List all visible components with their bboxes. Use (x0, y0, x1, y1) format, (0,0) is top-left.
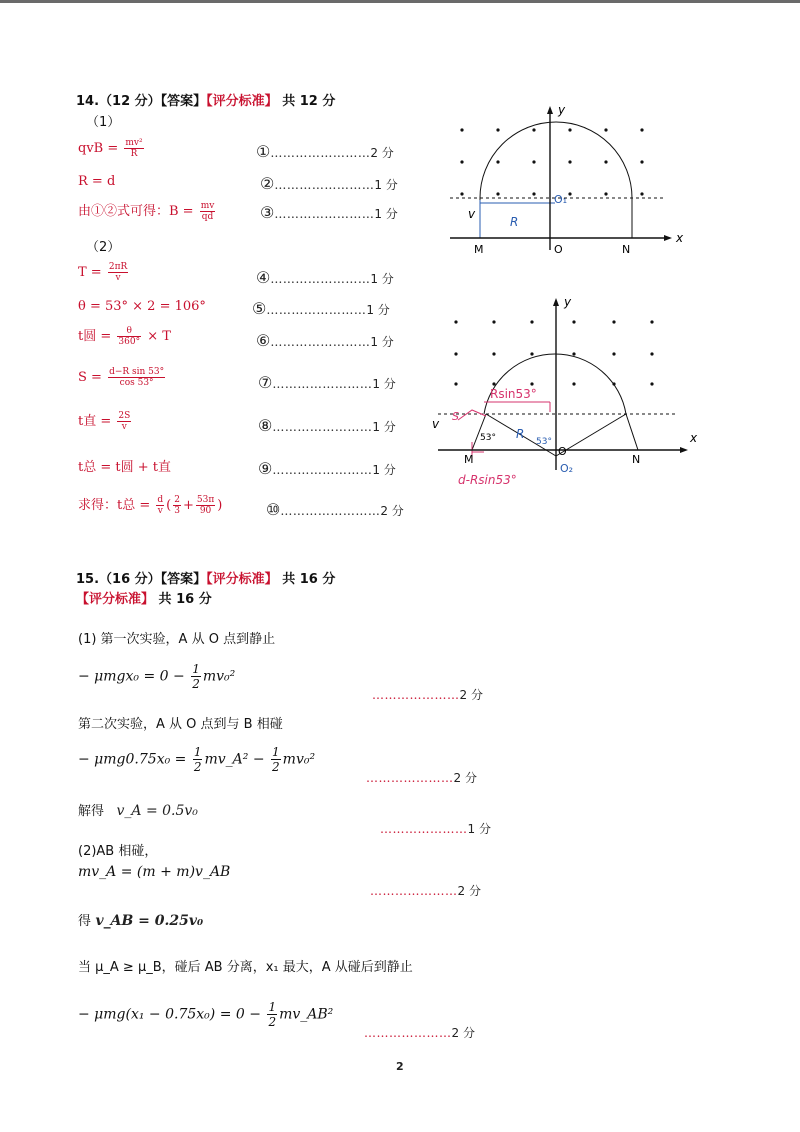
q14-eq4-lhs: T = (78, 265, 102, 280)
q14-eq6-lhs: t圆 = (78, 329, 112, 344)
figure-1 (440, 100, 690, 260)
q15-sub-total: 共 16 分 (158, 592, 212, 607)
q15-eq2-den-a: 2 (193, 760, 202, 774)
q15-eq1-num: 1 (192, 662, 200, 676)
score-dots: …………………… (280, 504, 381, 518)
q15-eq4-num: 1 (268, 1000, 277, 1014)
score-dots: …………………… (270, 146, 371, 160)
s-label: S (452, 410, 459, 423)
point-M: M (464, 453, 474, 466)
radius-label: R (516, 427, 525, 441)
q14-score-9 (258, 459, 396, 478)
y-axis-arrow-icon (547, 106, 553, 114)
q15-part2: 第二次实验，A 从 O 点到与 B 相碰 (78, 717, 283, 732)
score-points: 1 分 (374, 207, 398, 221)
q15-solve-eq: v_A = 0.5v₀ (116, 803, 198, 819)
q15-eq2-num-b: 1 (272, 745, 280, 759)
q14-score-3 (260, 203, 398, 222)
score-points: 1 分 (372, 377, 396, 391)
q15-eq2-rhs: mv₀² (282, 751, 316, 768)
radius-label: R (510, 215, 519, 229)
q15-eq4 (78, 1000, 333, 1029)
q14-eq5: θ = 53° × 2 = 106° (78, 299, 206, 314)
velocity-label: v (468, 207, 476, 221)
q15-number: 15.（16 分） (76, 572, 161, 587)
q14-eq10-plus: + (182, 498, 194, 513)
score-points: 1 分 (370, 335, 394, 349)
x-label: x (690, 431, 698, 445)
point-M: M (474, 243, 484, 256)
score-dots: …………………… (270, 335, 371, 349)
angle-left-label: 53° (480, 433, 496, 443)
q15-condition: 当 μ_A ≥ μ_B，碰后 AB 分离，x₁ 最大，A 从碰后到静止 (78, 960, 413, 975)
q14-part1-label: （1） (86, 115, 121, 130)
q14-eq1-num: mv² (125, 138, 143, 148)
score-mark: ③ (260, 203, 275, 222)
q14-eq4-den: v (115, 273, 121, 283)
s-bracket (458, 410, 486, 420)
score-points: 2 分 (380, 504, 404, 518)
q14-score-5 (252, 299, 390, 318)
q14-eq3 (78, 200, 217, 222)
figure-2 (428, 292, 708, 492)
q14-eq10: 求得：t总 = $\frac{d}{v}$ ( $\frac{2}{3}$ + $\frac{53\pi}{90}$ ) (78, 495, 223, 516)
score-dots: …………………… (270, 272, 371, 286)
point-N: N (632, 453, 641, 466)
point-O1: O₁ (554, 193, 568, 206)
point-O: O (554, 243, 563, 256)
q15-eq4-lhs: − μmg(x₁ − 0.75x₀) = 0 − (78, 1006, 261, 1023)
score-points: 1 分 (370, 272, 394, 286)
q15-eq1-lhs: − μmgx₀ = 0 − (78, 668, 185, 685)
q15-eq1-den: 2 (192, 677, 200, 691)
q14-eq8 (78, 410, 133, 432)
q15-header (76, 568, 335, 587)
score-mark: ⑩ (266, 500, 281, 519)
q14-eq7-lhs: S = (78, 370, 102, 385)
score-dots: …………………… (274, 178, 375, 192)
q15-eq2-num-a: 1 (193, 745, 202, 759)
q15-sub-criteria: 【评分标准】 (76, 592, 155, 607)
q14-header (76, 90, 335, 109)
q15-get (78, 910, 203, 929)
q14-answer-tag: 【答案】 (160, 94, 207, 109)
score-dots: ………………… (370, 884, 458, 898)
q14-score-1 (256, 142, 394, 161)
q15-get-label: 得 (78, 914, 92, 929)
q14-score-2 (260, 174, 398, 193)
score-mark: ⑨ (258, 459, 273, 478)
q14-eq1-lhs: qvB = (78, 141, 119, 156)
q14-score-8 (258, 416, 396, 435)
q15-eq4-rhs: mv_AB² (279, 1006, 334, 1023)
q14-eq4 (78, 262, 130, 283)
q14-eq8-lhs: t直 = (78, 414, 112, 429)
score-points: 1 分 (372, 420, 396, 434)
q14-eq10-b-den: 90 (199, 506, 212, 516)
q15-eq1 (78, 662, 235, 691)
q15-solve (78, 800, 198, 819)
score-points: 2 分 (453, 771, 477, 785)
q14-eq6-num: θ (117, 326, 141, 337)
q14-eq10-b-num: 53π (196, 495, 215, 505)
rsin-label: Rsin53° (490, 387, 537, 401)
q15-eq4-den: 2 (268, 1015, 277, 1029)
q14-eq1 (78, 138, 146, 159)
q14-eq10-den: v (157, 506, 163, 516)
angle-right-label: 53° (536, 437, 552, 447)
d-rsin-label: d-Rsin53° (458, 473, 517, 487)
q14-eq9: t总 = t圆 + t直 (78, 460, 171, 475)
q14-eq2: R = d (78, 174, 116, 189)
q14-eq6-den: 360° (118, 337, 141, 347)
score-mark: ⑧ (258, 416, 273, 435)
q15-eq2 (78, 745, 315, 774)
top-border (0, 0, 800, 3)
q15-solve-label: 解得 (78, 804, 105, 819)
q15-total: 共 16 分 (282, 572, 336, 587)
q15-score-1 (372, 684, 483, 703)
y-label: y (564, 295, 572, 309)
q15-eq1-rhs: mv₀² (202, 668, 236, 685)
page-number: 2 (396, 1060, 404, 1073)
y-label: y (558, 103, 566, 117)
score-dots: …………………… (274, 207, 375, 221)
q14-eq8-den: v (121, 422, 127, 432)
q14-eq10-a-den: 3 (174, 506, 180, 516)
score-points: 1 分 (374, 178, 398, 192)
q15-score-4 (370, 880, 481, 899)
score-mark: ⑦ (258, 373, 273, 392)
trajectory-arc (480, 122, 632, 238)
q15-score-3 (380, 818, 491, 837)
q14-eq1-den: R (130, 149, 138, 159)
q15-get-eq: v_AB = 0.25v₀ (95, 913, 204, 929)
q14-score-4 (256, 268, 394, 287)
score-dots: …………………… (272, 463, 373, 477)
score-points: 2 分 (370, 146, 394, 160)
q14-eq4-num: 2πR (108, 262, 128, 272)
point-O: O (558, 445, 567, 458)
score-mark: ⑥ (256, 331, 271, 350)
q14-score-7 (258, 373, 396, 392)
q15-subheader (76, 588, 212, 607)
q15-part1: (1) 第一次实验，A 从 O 点到静止 (78, 632, 276, 647)
q14-eq7-den: cos 53° (119, 378, 154, 388)
q14-eq10-num: d (157, 495, 164, 505)
q15-eq2-den-b: 2 (272, 760, 280, 774)
q15-eq2-mid: mv_A² − (204, 751, 265, 768)
score-dots: …………………… (266, 303, 367, 317)
score-points: 2 分 (451, 1026, 475, 1040)
x-label: x (676, 231, 684, 245)
field-dots (454, 320, 653, 385)
field-dots (460, 128, 643, 195)
q14-number: 14.（12 分） (76, 94, 161, 109)
score-points: 2 分 (457, 884, 481, 898)
q14-eq3-den: qd (201, 212, 214, 222)
q15-score-2 (366, 767, 477, 786)
q14-part2-label: （2） (86, 240, 121, 255)
score-points: 1 分 (366, 303, 390, 317)
score-dots: ………………… (366, 771, 454, 785)
straight-path-left (472, 414, 486, 450)
score-dots: ………………… (380, 822, 468, 836)
x-axis-arrow-icon (680, 447, 688, 453)
q14-criteria-tag: 【评分标准】 (206, 94, 278, 109)
q14-score-6 (256, 331, 394, 350)
q14-eq3-num: mv (200, 201, 215, 211)
score-dots: …………………… (272, 377, 373, 391)
y-axis-arrow-icon (553, 298, 559, 306)
point-O2: O₂ (560, 462, 574, 475)
q15-eq2-lhs: − μmg0.75x₀ = (78, 751, 187, 768)
velocity-label: v (432, 417, 440, 431)
q15-eq3: mv_A = (m + m)v_AB (78, 864, 231, 880)
q14-eq3-prefix: 由①②式可得：B = (78, 204, 194, 219)
trajectory-arc (484, 354, 626, 414)
score-points: 1 分 (372, 463, 396, 477)
score-mark: ⑤ (252, 299, 267, 318)
q14-total: 共 12 分 (282, 94, 336, 109)
q14-eq6-rhs: × T (147, 329, 171, 344)
q14-eq10-a-num: 2 (174, 495, 180, 505)
score-dots: ………………… (372, 688, 460, 702)
score-points: 1 分 (467, 822, 491, 836)
q14-eq8-num: 2S (118, 411, 131, 421)
score-mark: ② (260, 174, 275, 193)
q14-score-10 (266, 500, 404, 519)
point-N: N (622, 243, 631, 256)
straight-path-right (626, 414, 638, 450)
q15-answer-tag: 【答案】 (160, 572, 207, 587)
score-points: 2 分 (459, 688, 483, 702)
q14-eq7-num: d−R sin 53° (109, 367, 165, 377)
score-mark: ① (256, 142, 271, 161)
q15-criteria-tag: 【评分标准】 (206, 572, 278, 587)
q14-eq6 (78, 325, 171, 347)
q14-eq7 (78, 367, 167, 388)
x-axis-arrow-icon (664, 235, 672, 241)
q15-part3: (2)AB 相碰， (78, 844, 158, 859)
score-dots: …………………… (272, 420, 373, 434)
score-mark: ④ (256, 268, 271, 287)
score-dots: ………………… (364, 1026, 452, 1040)
q14-eq10-prefix: 求得：t总 = (78, 498, 151, 513)
q15-score-5 (364, 1022, 475, 1041)
